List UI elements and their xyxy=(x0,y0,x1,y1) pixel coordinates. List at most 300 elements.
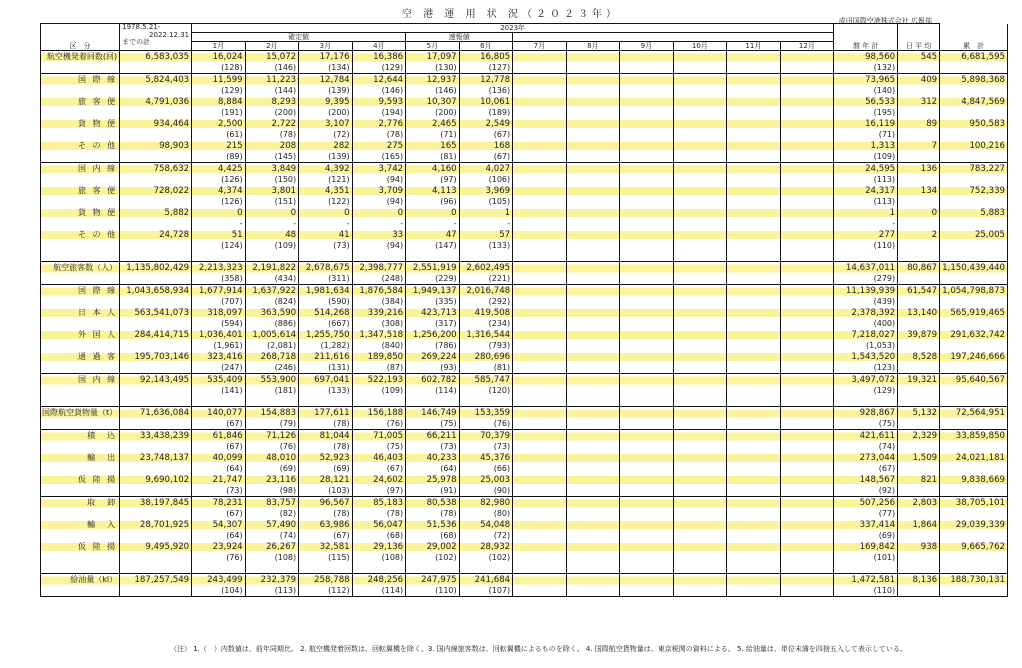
month-yoy-value xyxy=(780,531,834,541)
year-total-value: 1,472,581 xyxy=(834,574,898,587)
year-yoy-value: (400) xyxy=(834,319,898,329)
month-yoy-value xyxy=(673,197,727,207)
month-value xyxy=(513,163,567,176)
month-yoy-value: (121) xyxy=(299,175,353,185)
month-value xyxy=(673,51,727,64)
cumulative-blank xyxy=(120,586,192,597)
month-value: 2,016,748 xyxy=(459,285,513,298)
month-yoy-value: (107) xyxy=(459,586,513,597)
month-value xyxy=(780,329,834,341)
month-yoy-value: - xyxy=(192,219,246,229)
month-value: 3,969 xyxy=(459,185,513,197)
month-yoy-value: (109) xyxy=(245,241,299,251)
month-yoy-value xyxy=(620,130,674,140)
daily-avg-value: 61,547 xyxy=(898,285,940,298)
year-total-value: 507,256 xyxy=(834,497,898,510)
month-value xyxy=(780,229,834,241)
daily-blank xyxy=(898,241,940,251)
month-value: 2,465 xyxy=(406,118,460,130)
daily-avg-value: 13,140 xyxy=(898,307,940,319)
spacer-cell xyxy=(41,563,120,574)
month-yoy-value: (67) xyxy=(192,419,246,430)
spacer-cell xyxy=(120,396,192,407)
month-yoy-value: (89) xyxy=(192,152,246,163)
month-value: 2,602,495 xyxy=(459,262,513,275)
month-value: 602,782 xyxy=(406,374,460,387)
yoy-row xyxy=(41,509,1008,519)
year-yoy-value: (132) xyxy=(834,63,898,74)
month-value xyxy=(620,474,674,486)
month-value: 71,126 xyxy=(245,430,299,443)
month-yoy-value: (886) xyxy=(245,319,299,329)
month-yoy-value: (67) xyxy=(192,442,246,452)
spacer-cell xyxy=(513,396,567,407)
daily-avg-value: 312 xyxy=(898,96,940,108)
row-label-blank xyxy=(41,586,120,597)
month-yoy-value: (73) xyxy=(406,442,460,452)
cumulative-blank xyxy=(120,363,192,374)
month-value: 156,188 xyxy=(352,407,406,420)
month-value xyxy=(780,351,834,363)
spacer-cell xyxy=(41,396,120,407)
total-blank xyxy=(940,586,1008,597)
row-label: 輸 入 xyxy=(41,519,120,531)
yoy-row xyxy=(41,63,1008,74)
row-label: 国 内 線 xyxy=(41,374,120,387)
yoy-row xyxy=(41,175,1008,185)
month-value xyxy=(513,374,567,387)
daily-blank xyxy=(898,152,940,163)
daily-blank xyxy=(898,219,940,229)
year-yoy-value: (69) xyxy=(834,531,898,541)
month-value: 61,846 xyxy=(192,430,246,443)
year-total-value: 11,139,939 xyxy=(834,285,898,298)
month-value: 2,722 xyxy=(245,118,299,130)
month-value xyxy=(620,51,674,64)
daily-avg-value: 8,136 xyxy=(898,574,940,587)
month-yoy-value xyxy=(673,386,727,396)
month-value xyxy=(727,351,781,363)
month-value: 1,316,544 xyxy=(459,329,513,341)
month-value xyxy=(673,497,727,510)
month-yoy-value xyxy=(727,464,781,474)
month-yoy-value xyxy=(620,108,674,118)
month-yoy-value: (97) xyxy=(406,175,460,185)
month-yoy-value: (108) xyxy=(352,553,406,563)
month-value xyxy=(780,207,834,219)
month-yoy-value xyxy=(727,130,781,140)
year-total-value: 1,543,520 xyxy=(834,351,898,363)
month-value xyxy=(620,407,674,420)
spacer-row xyxy=(41,396,1008,407)
month-value xyxy=(620,96,674,108)
month-value xyxy=(513,574,567,587)
month-yoy-value xyxy=(566,586,620,597)
month-yoy-value: (64) xyxy=(192,464,246,474)
month-value: 57 xyxy=(459,229,513,241)
month-value xyxy=(780,497,834,510)
month-yoy-value: - xyxy=(352,219,406,229)
month-yoy-value xyxy=(620,241,674,251)
month-value: 3,742 xyxy=(352,163,406,176)
month-value xyxy=(673,452,727,464)
month-value xyxy=(673,374,727,387)
table-row xyxy=(41,519,1008,531)
daily-blank xyxy=(898,274,940,285)
month-header: 7月 xyxy=(513,42,567,51)
daily-avg-value: 8,528 xyxy=(898,351,940,363)
month-header: 10月 xyxy=(673,42,727,51)
month-yoy-value xyxy=(620,442,674,452)
month-yoy-value: (114) xyxy=(352,586,406,597)
month-value: 318,097 xyxy=(192,307,246,319)
grand-total-value: 783,227 xyxy=(940,163,1008,176)
month-value: 80,538 xyxy=(406,497,460,510)
month-value: 51 xyxy=(192,229,246,241)
daily-avg-value: 2,329 xyxy=(898,430,940,443)
month-value: 21,747 xyxy=(192,474,246,486)
daily-avg-value: 1,509 xyxy=(898,452,940,464)
month-yoy-value: (707) xyxy=(192,297,246,307)
month-yoy-value xyxy=(620,219,674,229)
row-label-blank xyxy=(41,363,120,374)
daily-avg-value: 39,879 xyxy=(898,329,940,341)
month-yoy-value: (81) xyxy=(406,152,460,163)
total-blank xyxy=(940,363,1008,374)
grand-total-value: 5,883 xyxy=(940,207,1008,219)
month-yoy-value: (434) xyxy=(245,274,299,285)
total-blank xyxy=(940,108,1008,118)
cumulative-blank xyxy=(120,319,192,329)
year-yoy-value: (109) xyxy=(834,152,898,163)
spacer-cell xyxy=(406,396,460,407)
month-value: 585,747 xyxy=(459,374,513,387)
cumulative-value: 6,583,035 xyxy=(120,51,192,64)
month-value xyxy=(620,351,674,363)
yoy-row xyxy=(41,241,1008,251)
row-label-blank xyxy=(41,197,120,207)
month-yoy-value xyxy=(727,219,781,229)
daily-avg-value: 1,864 xyxy=(898,519,940,531)
year-total-value: 337,414 xyxy=(834,519,898,531)
daily-avg-value: 19,321 xyxy=(898,374,940,387)
month-value: 85,183 xyxy=(352,497,406,510)
month-yoy-value xyxy=(620,297,674,307)
table-row xyxy=(41,574,1008,587)
cumulative-value: 9,690,102 xyxy=(120,474,192,486)
cumulative-value: 5,882 xyxy=(120,207,192,219)
daily-blank xyxy=(898,319,940,329)
daily-blank xyxy=(898,464,940,474)
month-yoy-value xyxy=(673,175,727,185)
spacer-cell xyxy=(245,563,299,574)
month-yoy-value: (189) xyxy=(459,108,513,118)
spacer-cell xyxy=(780,563,834,574)
row-label: そ の 他 xyxy=(41,140,120,152)
month-yoy-value: (67) xyxy=(459,152,513,163)
table-body xyxy=(41,51,1008,597)
month-yoy-value: (146) xyxy=(352,86,406,96)
month-value: 40,099 xyxy=(192,452,246,464)
month-value xyxy=(673,207,727,219)
month-yoy-value: (66) xyxy=(459,464,513,474)
total-blank xyxy=(940,274,1008,285)
table-row xyxy=(41,374,1008,387)
month-yoy-value xyxy=(620,419,674,430)
month-value xyxy=(780,452,834,464)
month-value xyxy=(673,474,727,486)
month-value: 241,684 xyxy=(459,574,513,587)
month-value xyxy=(780,262,834,275)
yoy-row xyxy=(41,152,1008,163)
daily-blank xyxy=(898,130,940,140)
spacer-cell xyxy=(459,251,513,262)
month-value: 28,932 xyxy=(459,541,513,553)
month-value: 339,216 xyxy=(352,307,406,319)
yoy-row xyxy=(41,586,1008,597)
month-value xyxy=(620,207,674,219)
month-yoy-value xyxy=(513,586,567,597)
month-header: 1月 xyxy=(192,42,246,51)
month-yoy-value xyxy=(566,341,620,351)
month-yoy-value: (384) xyxy=(352,297,406,307)
year-yoy-value: (439) xyxy=(834,297,898,307)
year-yoy-value: (113) xyxy=(834,175,898,185)
spacer-row xyxy=(41,563,1008,574)
row-label-blank xyxy=(41,175,120,185)
month-yoy-value xyxy=(513,531,567,541)
month-yoy-value: (308) xyxy=(352,319,406,329)
month-value xyxy=(727,229,781,241)
cumulative-value: 24,728 xyxy=(120,229,192,241)
month-header: 3月 xyxy=(299,42,353,51)
month-value: 419,508 xyxy=(459,307,513,319)
month-value: 4,027 xyxy=(459,163,513,176)
row-label: 積 込 xyxy=(41,430,120,443)
month-yoy-value: (594) xyxy=(192,319,246,329)
month-yoy-value: (78) xyxy=(299,419,353,430)
month-value xyxy=(780,96,834,108)
month-yoy-value xyxy=(727,509,781,519)
month-yoy-value xyxy=(727,274,781,285)
grand-total-value: 6,681,595 xyxy=(940,51,1008,64)
month-yoy-value xyxy=(673,63,727,74)
spacer-row xyxy=(41,251,1008,262)
total-blank xyxy=(940,86,1008,96)
month-yoy-value xyxy=(780,241,834,251)
month-value: 47 xyxy=(406,229,460,241)
daily-blank xyxy=(898,553,940,563)
month-yoy-value xyxy=(513,130,567,140)
year-header: 2023年 xyxy=(192,24,834,33)
month-yoy-value: (590) xyxy=(299,297,353,307)
month-yoy-value: (128) xyxy=(192,63,246,74)
future-months-header xyxy=(513,33,834,42)
month-value xyxy=(727,285,781,298)
month-value: 46,403 xyxy=(352,452,406,464)
month-value xyxy=(566,374,620,387)
cumulative-value: 98,903 xyxy=(120,140,192,152)
month-yoy-value: (72) xyxy=(459,531,513,541)
month-value: 0 xyxy=(299,207,353,219)
month-yoy-value: (112) xyxy=(299,586,353,597)
cumulative-blank xyxy=(120,509,192,519)
month-value xyxy=(566,307,620,319)
month-value xyxy=(566,407,620,420)
total-blank xyxy=(940,197,1008,207)
month-value: 323,416 xyxy=(192,351,246,363)
row-label-blank xyxy=(41,486,120,497)
month-value: 280,696 xyxy=(459,351,513,363)
month-yoy-value xyxy=(727,319,781,329)
month-yoy-value: (110) xyxy=(406,586,460,597)
grand-total-value: 9,838,669 xyxy=(940,474,1008,486)
month-yoy-value xyxy=(620,509,674,519)
cumulative-blank xyxy=(120,152,192,163)
month-header: 2月 xyxy=(245,42,299,51)
table-row xyxy=(41,207,1008,219)
cum-period-start: 1978.5.21- xyxy=(122,23,161,31)
month-value xyxy=(513,140,567,152)
row-label-blank xyxy=(41,130,120,140)
airport-operations-table xyxy=(40,23,1008,597)
month-value: 423,713 xyxy=(406,307,460,319)
month-value xyxy=(727,163,781,176)
month-value xyxy=(620,452,674,464)
month-yoy-value xyxy=(566,274,620,285)
daily-avg-value: 2,803 xyxy=(898,497,940,510)
cumulative-blank xyxy=(120,442,192,452)
month-value xyxy=(566,430,620,443)
daily-avg-value: 2 xyxy=(898,229,940,241)
month-value xyxy=(673,351,727,363)
month-yoy-value xyxy=(566,464,620,474)
month-yoy-value: (139) xyxy=(299,86,353,96)
row-label-blank xyxy=(41,442,120,452)
month-value xyxy=(673,118,727,130)
month-yoy-value: (793) xyxy=(459,341,513,351)
spacer-cell xyxy=(898,396,940,407)
row-label: 国 内 線 xyxy=(41,163,120,176)
month-yoy-value: (141) xyxy=(192,386,246,396)
month-yoy-value: (74) xyxy=(245,531,299,541)
month-value: 177,611 xyxy=(299,407,353,420)
month-yoy-value: (67) xyxy=(459,130,513,140)
month-yoy-value xyxy=(780,553,834,563)
month-value: 247,975 xyxy=(406,574,460,587)
month-value xyxy=(620,74,674,87)
year-total-value: 56,533 xyxy=(834,96,898,108)
month-yoy-value xyxy=(620,464,674,474)
month-yoy-value xyxy=(566,509,620,519)
row-label: 国 際 線 xyxy=(41,74,120,87)
month-value xyxy=(513,430,567,443)
daily-blank xyxy=(898,509,940,519)
month-value xyxy=(620,374,674,387)
spacer-cell xyxy=(673,251,727,262)
grand-total-value: 9,665,762 xyxy=(940,541,1008,553)
table-row xyxy=(41,163,1008,176)
yoy-row xyxy=(41,464,1008,474)
month-value xyxy=(727,262,781,275)
row-label: 給油量（kl） xyxy=(41,574,120,587)
daily-blank xyxy=(898,419,940,430)
year-total-value: 14,637,011 xyxy=(834,262,898,275)
month-yoy-value xyxy=(673,108,727,118)
month-value: 4,374 xyxy=(192,185,246,197)
month-value xyxy=(673,96,727,108)
month-value: 3,849 xyxy=(245,163,299,176)
month-value: 29,136 xyxy=(352,541,406,553)
month-yoy-value xyxy=(513,197,567,207)
yoy-row xyxy=(41,442,1008,452)
month-yoy-value: (1,961) xyxy=(192,341,246,351)
month-value: 232,379 xyxy=(245,574,299,587)
total-blank xyxy=(940,386,1008,396)
spacer-cell xyxy=(120,563,192,574)
month-value: 258,788 xyxy=(299,574,353,587)
spacer-cell xyxy=(406,563,460,574)
month-yoy-value xyxy=(513,419,567,430)
total-blank xyxy=(940,553,1008,563)
month-value: 32,581 xyxy=(299,541,353,553)
month-value xyxy=(566,51,620,64)
month-yoy-value xyxy=(780,274,834,285)
month-value xyxy=(620,519,674,531)
month-value xyxy=(566,140,620,152)
daily-blank xyxy=(898,363,940,374)
month-value: 268,718 xyxy=(245,351,299,363)
month-value: 78,231 xyxy=(192,497,246,510)
spacer-cell xyxy=(352,396,406,407)
total-blank xyxy=(940,531,1008,541)
month-value: 4,113 xyxy=(406,185,460,197)
month-value: 2,191,822 xyxy=(245,262,299,275)
row-label-blank xyxy=(41,86,120,96)
daily-avg-value: 938 xyxy=(898,541,940,553)
year-total-value: 24,317 xyxy=(834,185,898,197)
month-yoy-value xyxy=(727,297,781,307)
month-value xyxy=(673,285,727,298)
month-yoy-value: (126) xyxy=(192,197,246,207)
spacer-cell xyxy=(898,251,940,262)
month-yoy-value: (136) xyxy=(459,86,513,96)
daily-avg-header-top xyxy=(898,24,940,42)
month-yoy-value xyxy=(513,86,567,96)
yoy-row xyxy=(41,419,1008,430)
month-yoy-value: (72) xyxy=(299,130,353,140)
month-yoy-value: (87) xyxy=(352,363,406,374)
year-yoy-value: (67) xyxy=(834,464,898,474)
row-label: 日 本 人 xyxy=(41,307,120,319)
month-yoy-value xyxy=(727,419,781,430)
month-value: 2,776 xyxy=(352,118,406,130)
yoy-row xyxy=(41,197,1008,207)
grand-total-value: 1,150,439,440 xyxy=(940,262,1008,275)
month-value: 514,268 xyxy=(299,307,353,319)
grand-total-value: 95,640,567 xyxy=(940,374,1008,387)
month-value: 71,005 xyxy=(352,430,406,443)
month-yoy-value xyxy=(780,219,834,229)
month-value: 9,593 xyxy=(352,96,406,108)
month-value: 11,599 xyxy=(192,74,246,87)
month-yoy-value: (840) xyxy=(352,341,406,351)
cumulative-blank xyxy=(120,108,192,118)
month-value: 275 xyxy=(352,140,406,152)
month-value xyxy=(780,74,834,87)
month-yoy-value xyxy=(727,442,781,452)
table-row xyxy=(41,118,1008,130)
